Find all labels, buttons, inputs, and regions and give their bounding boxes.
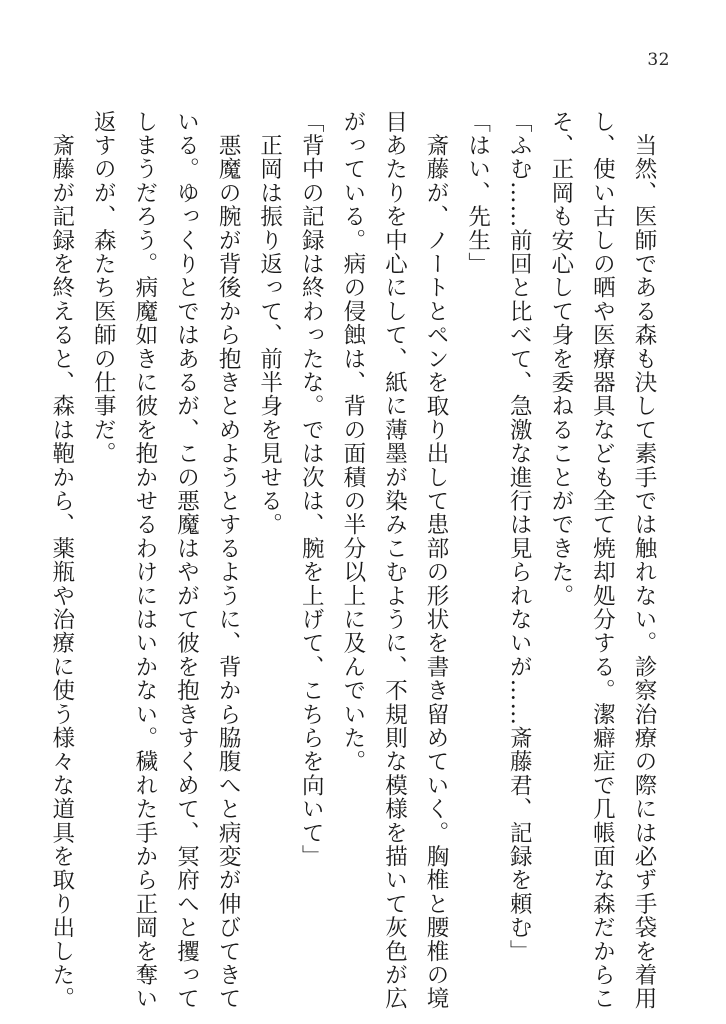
text-line: 当然、医師である森も決して素手では触れない。診察治療の際には必ず手袋を着用 — [631, 110, 657, 1011]
text-line: そ、正岡も安心して身を委ねることができた。 — [547, 110, 574, 608]
text-line: しまうだろう。病魔如きに彼を抱かせるわけにはいかない。穢れた手から正岡を奪い — [131, 110, 158, 1011]
text-line: 「はい、先生」 — [464, 110, 491, 276]
text-line: 正岡は振り返って、前半身を見せる。 — [256, 110, 283, 537]
body-text — [40, 110, 664, 1011]
text-line: 斎藤が、ノートとペンを取り出して患部の形状を書き留めていく。胸椎と腰椎の境 — [423, 110, 450, 1011]
page-number: 32 — [647, 50, 670, 70]
text-line: 「ふむ……前回と比べて、急激な進行は見られないが……斎藤君、記録を頼む」 — [506, 110, 533, 964]
text-line: し、使い古しの晒や医療器具なども全て焼却処分する。潔癖症で几帳面な森だからこ — [589, 110, 616, 1011]
text-line: 悪魔の腕が背後から抱きとめようとするように、背から脇腹へと病変が伸びてきて — [215, 110, 242, 1011]
text-line: 斎藤が記録を終えると、森は鞄から、薬瓶や治療に使う様々な道具を取り出した。 — [48, 110, 75, 1011]
text-line: 目あたりを中心にして、紙に薄墨が染みこむように、不規則な模様を描いて灰色が広 — [381, 110, 408, 1011]
text-line: 「背中の記録は終わったな。では次は、腕を上げて、こちらを向いて」 — [298, 110, 325, 869]
text-line: いる。ゆっくりとではあるが、この悪魔はやがて彼を抱きすくめて、冥府へと攫って — [173, 110, 200, 1011]
text-line: 返すのが、森たち医師の仕事だ。 — [90, 110, 117, 466]
text-line: がっている。病の侵蝕は、背の面積の半分以上に及んでいた。 — [339, 110, 366, 774]
